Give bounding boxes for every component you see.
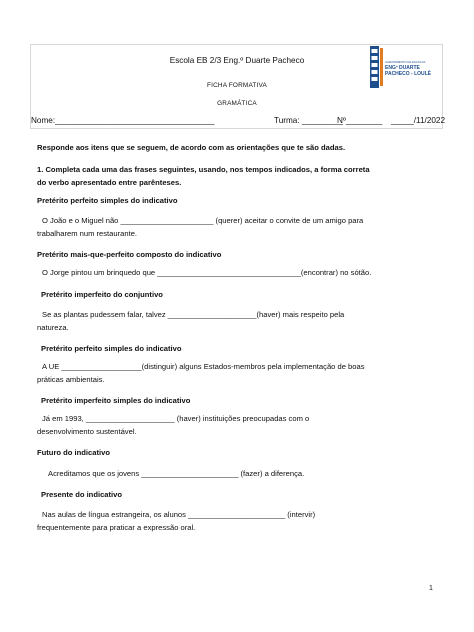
question-1-line-2: do verbo apresentado entre parênteses. <box>37 178 182 187</box>
tense-heading: Futuro do indicativo <box>37 448 110 457</box>
sentence-line: trabalharem num restaurante. <box>37 229 138 238</box>
page-number: 1 <box>429 585 433 592</box>
sentence-line: Já em 1993, _____________________ (haver) instituições preocupadas com o <box>42 414 310 423</box>
subject-label: GRAMÁTICA <box>217 100 257 107</box>
question-1-line-1: 1. Completa cada uma das frases seguintes, usando, nos tempos indicados, a forma correta <box>37 165 370 174</box>
sentence-line: O Jorge pintou um brinquedo que __________________________________(encontrar) no sótão. <box>42 268 372 277</box>
sentence-line: Nas aulas de língua estrangeira, os alunos _______________________ (intervir) <box>42 510 316 519</box>
sentence-line: Se as plantas pudessem falar, talvez _____________________(haver) mais respeito pela <box>42 310 345 319</box>
sentence-line: Acreditamos que os jovens _______________________ (fazer) a diferença. <box>48 469 305 478</box>
sentence-line: desenvolvimento sustentável. <box>37 427 137 436</box>
sentence-line: A UE ___________________(distinguir) alguns Estados-membros pela implementação de boas <box>42 362 365 371</box>
sentence-line: frequentemente para praticar a expressão oral. <box>37 523 196 532</box>
tense-heading: Pretérito mais-que-perfeito composto do indicativo <box>37 250 222 259</box>
numero-field[interactable]: Nº________ <box>337 116 383 125</box>
school-name: Escola EB 2/3 Eng.º Duarte Pacheco <box>169 56 305 65</box>
tense-heading: Pretérito perfeito simples do indicativo <box>37 196 178 205</box>
identification-line <box>31 116 446 130</box>
tense-heading: Presente do indicativo <box>41 490 123 499</box>
sentence-line: O João e o Miguel não ______________________ (querer) aceitar o convite de um amigo para <box>42 216 364 225</box>
tense-heading: Pretérito imperfeito simples do indicativo <box>41 396 191 405</box>
ficha-label: FICHA FORMATIVA <box>207 82 267 89</box>
instructions: Responde aos itens que se seguem, de acordo com as orientações que te são dadas. <box>37 143 346 152</box>
svg-text:PACHECO - LOULÉ: PACHECO - LOULÉ <box>385 71 432 77</box>
turma-field[interactable]: Turma: _________ <box>274 116 343 125</box>
svg-text:AGRUPAMENTO DE ESCOLAS: AGRUPAMENTO DE ESCOLAS <box>385 60 426 64</box>
sentence-line: natureza. <box>37 323 69 332</box>
tense-heading: Pretérito perfeito simples do indicativo <box>41 344 182 353</box>
sentence-line: práticas ambientais. <box>37 375 105 384</box>
school-logo <box>370 46 446 92</box>
tense-heading: Pretérito imperfeito do conjuntivo <box>41 290 163 299</box>
date-field[interactable]: _____/11/2022 <box>391 116 446 125</box>
svg-text:ENGº DUARTE: ENGº DUARTE <box>385 65 420 71</box>
name-field[interactable]: Nome:___________________________________ <box>31 116 215 125</box>
